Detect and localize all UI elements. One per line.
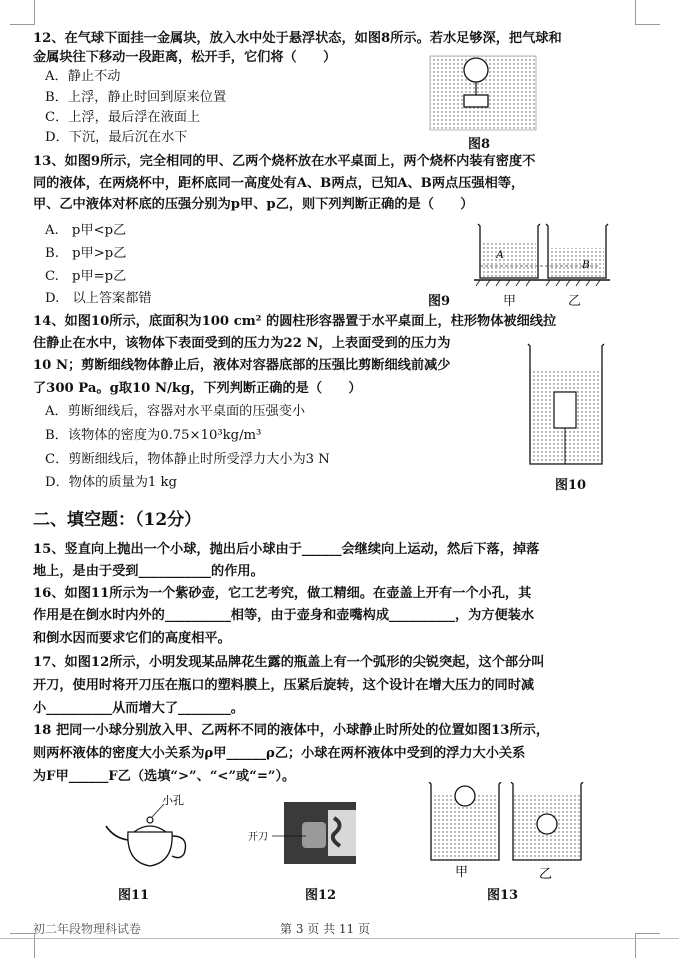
fig13-caption: 图13 [487,888,519,903]
ball-jia-icon [455,786,475,806]
q18-line3: 为F甲______F乙（选填“>”、“<”或“=”）。 [33,769,296,784]
q14-option-c: C．剪断细线后，物体静止时所受浮力大小为3 N [45,452,330,467]
fig9-yi-label: 乙 [568,294,582,309]
figure-11 [100,792,200,872]
ball-yi-icon [537,814,557,834]
figure-8 [428,50,538,132]
metal-block-icon [464,95,488,107]
q16-line2: 作用是在倒水时内外的__________相等，由于壶身和壶嘴构成__________，为方便装水 [33,608,535,623]
figure-13 [425,782,585,882]
figure-9 [470,222,610,290]
q12-line2: 金属块往下移动一段距离，松开手，它们将（ ） [33,50,337,65]
q13-option-c: C. p甲=p乙 [45,269,127,284]
fig12-caption: 图12 [305,888,337,903]
fig8-caption: 图8 [468,137,491,152]
footer-page-number: 第 3 页 共 11 页 [280,922,370,936]
q13-line2: 同的液体，在两烧杯中，距杯底同一高度处有A、B两点，已知A、B两点压强相等， [33,176,525,191]
q16-line3: 和倒水因而要求它们的高度相平。 [33,631,231,646]
q14-line2: 住静止在水中，该物体下表面受到的压力为22 N，上表面受到的压力为 [33,336,451,351]
q12-line1: 12、在气球下面挂一金属块，放入水中处于悬浮状态，如图8所示。若水足够深，把气球和 [33,31,562,46]
point-a-label: A [496,247,504,261]
q13-option-a: A. p甲<p乙 [45,223,127,238]
cup-jia-label: 甲 [455,864,469,879]
q14-line3: 10 N；剪断细线物体静止后，液体对容器底部的压强比剪断细线前减少 [33,358,451,373]
figure-12 [248,802,356,864]
figure-10 [524,342,608,470]
q13-option-b: B. p甲>p乙 [45,246,127,261]
fig9-jia-label: 甲 [503,294,517,309]
corner-mark-tr [635,0,660,25]
q17-line2: 开刀，使用时将开刀压在瓶口的塑料膜上，压紧后旋转，这个设计在增大压力的同时减 [33,678,535,693]
q12-option-a: A．静止不动 [45,69,121,84]
section-heading: 二、填空题：（12分） [33,510,202,530]
q12-option-d: D．下沉，最后沉在水下 [45,130,188,145]
cup-yi-label: 乙 [539,866,553,881]
point-b-label: B [582,257,590,271]
fig9-caption: 图9 [428,294,451,309]
q16-line1: 16、如图11所示为一个紫砂壶，它工艺考究，做工精细。在壶盖上开有一个小孔，其 [33,586,532,601]
q12-option-c: C．上浮，最后浮在液面上 [45,110,201,125]
q14-option-a: A．剪断细线后，容器对水平桌面的压强变小 [45,404,306,419]
q13-option-d: D. 以上答案都错 [45,291,152,306]
balloon-icon [464,58,488,82]
fig10-caption: 图10 [555,478,587,493]
q14-option-d: D．物体的质量为1 kg [45,475,177,490]
corner-mark-br [635,933,660,958]
q14-option-b: B．该物体的密度为0.75×10³kg/m³ [45,428,262,443]
q14-line4: 了300 Pa。g取10 N/kg，下列判断正确的是（ ） [33,381,362,396]
q13-line1: 13、如图9所示，完全相同的甲、乙两个烧杯放在水平桌面上，两个烧杯内装有密度不 [33,154,536,169]
q15-line2: 地上，是由于受到___________的作用。 [33,564,264,579]
fig11-caption: 图11 [118,888,150,903]
q17-line1: 17、如图12所示，小明发现某品牌花生露的瓶盖上有一个弧形的尖锐突起，这个部分叫 [33,655,545,670]
object-block-icon [554,392,576,428]
q17-line3: 小__________从而增大了________。 [33,701,244,716]
q14-line1: 14、如图10所示，底面积为100 cm² 的圆柱形容器置于水平桌面上，柱形物体被细线拉 [33,314,557,329]
q18-line1: 18 把同一小球分别放入甲、乙两杯不同的液体中，小球静止时所处的位置如图13所示， [33,723,550,738]
q15-line1: 15、竖直向上抛出一个小球，抛出后小球由于______会继续向上运动，然后下落，掉落 [33,542,540,557]
small-hole-label: 小孔 [162,795,184,807]
footer-divider [0,938,679,939]
q12-option-b: B．上浮，静止时回到原来位置 [45,90,227,105]
opener-label: 开刀 [248,832,268,843]
footer-exam-name: 初二年段物理科试卷 [33,922,142,936]
teapot-icon [128,832,172,866]
corner-mark-bl [10,933,35,958]
corner-mark-tl [10,0,35,25]
q13-line3: 甲、乙中液体对杯底的压强分别为p甲、p乙，则下列判断正确的是（ ） [33,197,474,212]
q18-line2: 则两杯液体的密度大小关系为ρ甲______ρ乙；小球在两杯液体中受到的浮力大小关系 [33,746,526,761]
